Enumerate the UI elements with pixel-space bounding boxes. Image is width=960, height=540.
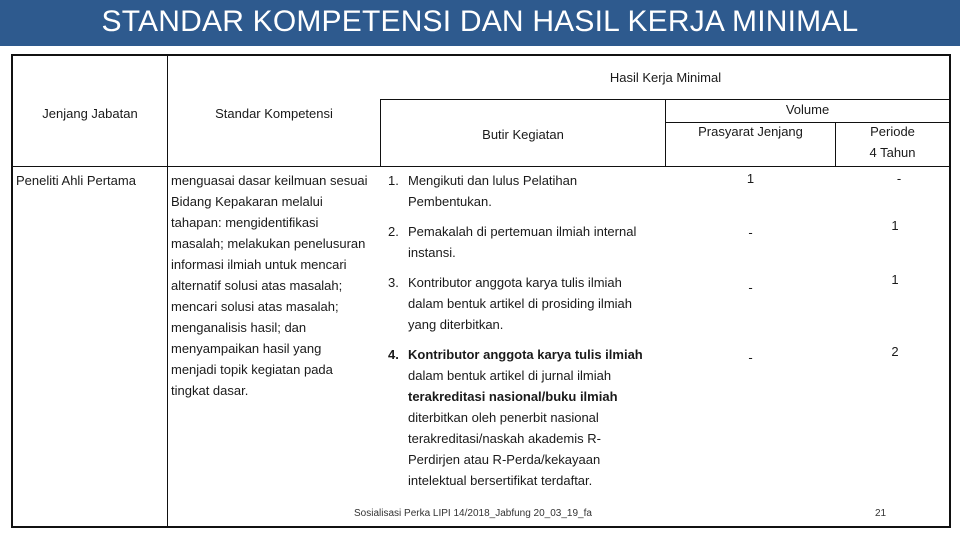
header-divider: [11, 166, 951, 167]
header-butir-kegiatan: Butir Kegiatan: [482, 127, 564, 142]
standar-line: menganalisis hasil; dan: [171, 320, 307, 335]
standar-line: menyampaikan hasil yang: [171, 341, 322, 356]
standar-line: menjadi topik kegiatan pada: [171, 362, 333, 377]
header-volume: Volume: [785, 102, 830, 117]
butir-number: 2.: [388, 224, 399, 239]
header-prasyarat-jenjang: Prasyarat Jenjang: [698, 124, 803, 139]
periode-value-1: -: [896, 171, 902, 186]
butir-line: Pemakalah di pertemuan ilmiah internal: [408, 224, 637, 239]
butir-line: Perdirjen atau R-Perda/kekayaan: [408, 452, 601, 467]
butir-line: Mengikuti dan lulus Pelatihan: [408, 173, 578, 188]
butir-line: terakreditasi nasional/buku ilmiah: [408, 389, 618, 404]
butir-line: instansi.: [408, 245, 456, 260]
prasyarat-value-3: -: [748, 280, 753, 295]
column-divider-1: [167, 54, 168, 528]
standar-line: alternatif solusi atas masalah;: [171, 278, 343, 293]
header-hasil-kerja-minimal: Hasil Kerja Minimal: [609, 70, 722, 85]
table-border-left: [11, 54, 13, 528]
butir-line: Kontributor anggota karya tulis ilmiah: [408, 275, 622, 290]
butir-item-2: [388, 221, 663, 263]
header-jenjang-jabatan: Jenjang Jabatan: [42, 106, 138, 121]
periode-value-3: 1: [891, 272, 899, 287]
butir-number: 4.: [388, 347, 399, 362]
slide-title: STANDAR KOMPETENSI DAN HASIL KERJA MINIMAL: [101, 5, 859, 38]
footer-source: Sosialisasi Perka LIPI 14/2018_Jabfung 20_03_19_fa: [354, 508, 592, 519]
butir-number: 1.: [388, 173, 399, 188]
butir-line: Pembentukan.: [408, 194, 492, 209]
periode-value-2: 1: [891, 218, 899, 233]
butir-line: yang diterbitkan.: [408, 317, 504, 332]
butir-item-4: [388, 344, 663, 491]
table-border-right: [949, 54, 951, 528]
butir-line: dalam bentuk artikel di prosiding ilmiah: [408, 296, 633, 311]
butir-item-3: [388, 272, 663, 335]
butir-line: terakreditasi/naskah akademis R-: [408, 431, 601, 446]
butir-item-1: [388, 170, 663, 212]
header-standar-kompetensi: Standar Kompetensi: [215, 106, 333, 121]
table-border-bottom: [11, 526, 951, 528]
standar-line: Bidang Kepakaran melalui: [171, 194, 323, 209]
prasyarat-value-2: -: [748, 225, 753, 240]
butir-number: 3.: [388, 275, 399, 290]
standar-line: tahapan: mengidentifikasi: [171, 215, 319, 230]
standar-line: informasi ilmiah untuk mencari: [171, 257, 347, 272]
page-number: 21: [875, 508, 887, 519]
butir-line: diterbitkan oleh penerbit nasional: [408, 410, 599, 425]
header-periode: Periode: [870, 124, 915, 139]
standar-line: menguasai dasar keilmuan sesuai: [171, 173, 368, 188]
standar-line: tingkat dasar.: [171, 383, 249, 398]
butir-line: Kontributor anggota karya tulis ilmiah: [408, 347, 643, 362]
table-border-top: [11, 54, 951, 56]
butir-line: intelektual bersertifikat terdaftar.: [408, 473, 593, 488]
periode-value-4: 2: [891, 344, 899, 359]
butir-line: dalam bentuk artikel di jurnal ilmiah: [408, 368, 612, 383]
cell-jenjang: Peneliti Ahli Pertama: [16, 173, 136, 188]
prasyarat-value-1: 1: [746, 171, 755, 186]
standar-line: masalah; melakukan penelusuran: [171, 236, 366, 251]
standar-line: mencari solusi atas masalah;: [171, 299, 339, 314]
header-periode-4-tahun: 4 Tahun: [869, 145, 916, 160]
prasyarat-value-4: -: [748, 350, 753, 365]
